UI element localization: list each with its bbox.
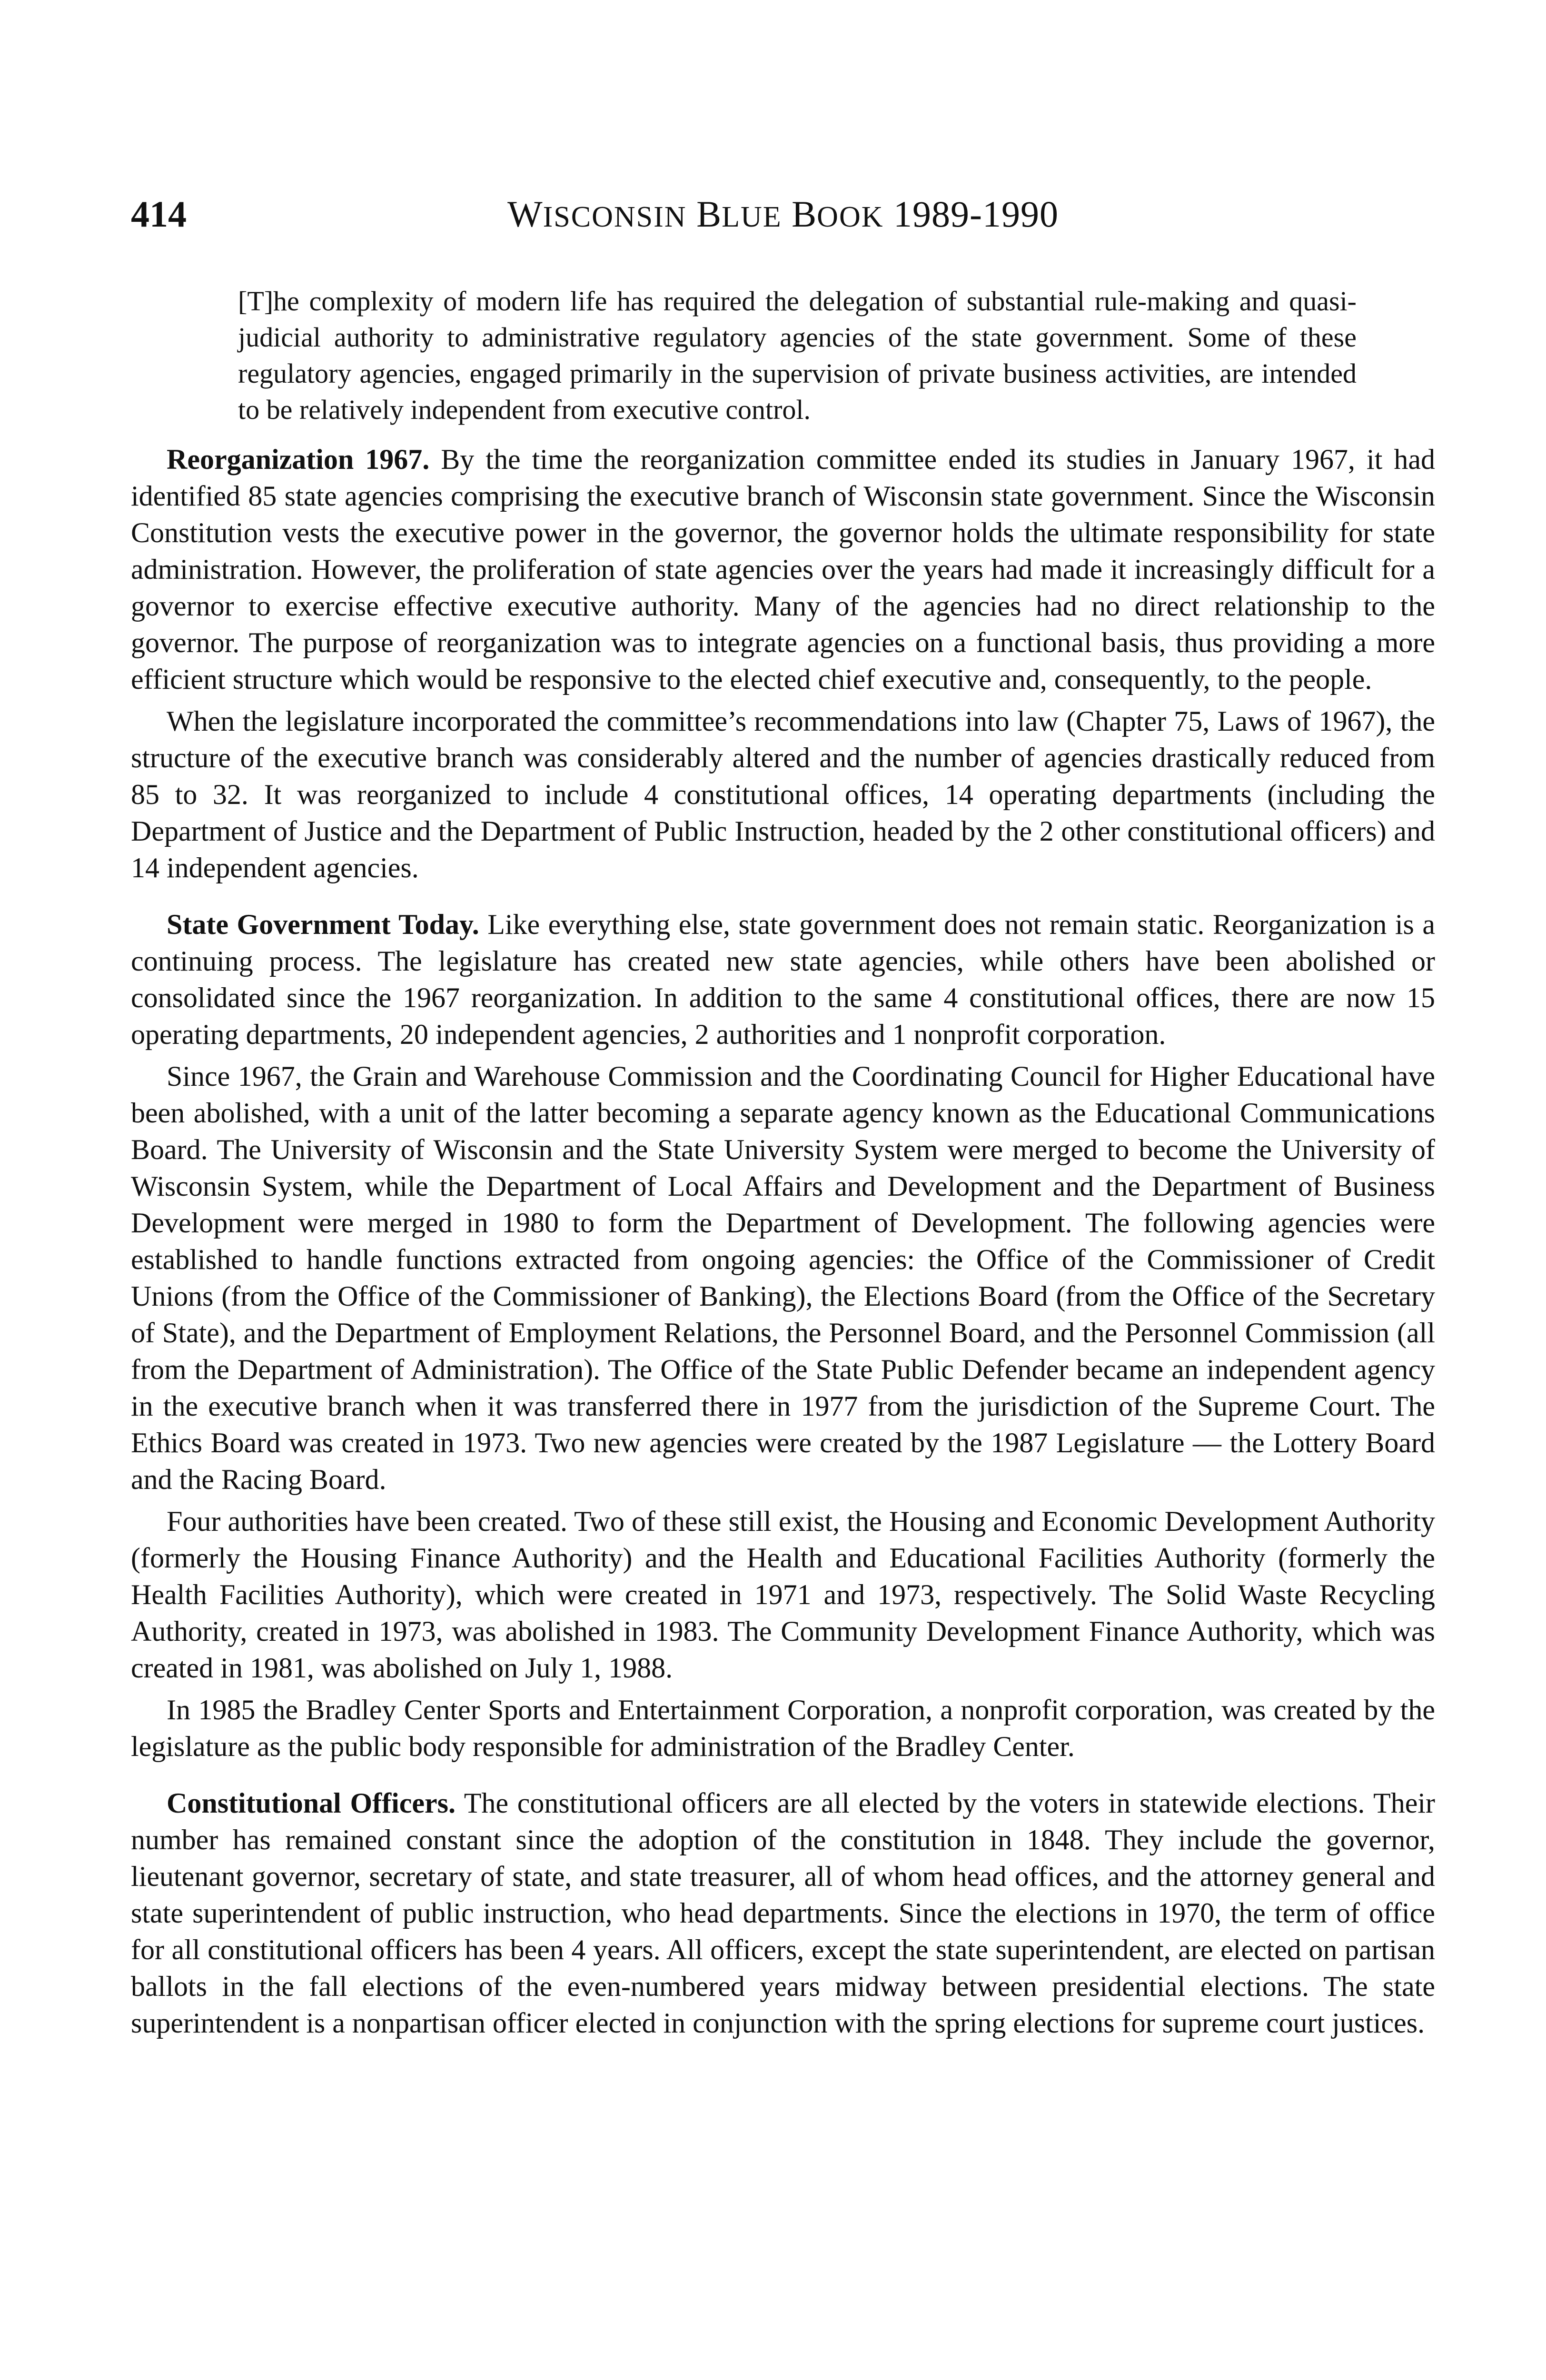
heading-state-government-today: State Government Today.: [167, 909, 479, 940]
block-quote: [T]he complexity of modern life has required the delegation of substantial rule-making and quasi-judicial authority to administrative regulatory agencies of the state government. Some of these regulatory agencies, engaged primarily in the supervision of private business activities, are intended to be relatively independent from executive control.: [238, 286, 1357, 425]
paragraph-text: By the time the reorganization committee ended its studies in January 1967, it had identified 85 state agencies comprising the executive branch of Wisconsin state government. Since the Wisconsin Constitution vests the executive power in the governor, the governor holds the ultimate responsibility for state administration. However, the proliferation of state agencies over the years had made it increasingly difficult for a governor to exercise effective executive authority. Many of the agencies had no direct relationship to the governor. The purpose of reorganization was to integrate agencies on a functional basis, thus providing a more efficient structure which would be responsive to the elected chief executive and, consequently, to the people.: [131, 444, 1435, 695]
paragraph-legislature-chapter-75: When the legislature incorporated the committee’s recommendations into law (Chapter 75, Laws of 1967), the structure of the executive branch was considerably altered and the number of agencies drastically reduced from 85 to 32. It was reorganized to include 4 constitutional offices, 14 operating departments (including the Department of Justice and the Department of Public Instruction, headed by the 2 other constitutional officers) and 14 independent agencies.: [131, 705, 1435, 883]
paragraph-authorities: Four authorities have been created. Two of these still exist, the Housing and Economic Development Authority (formerly the Housing Finance Authority) and the Health and Educational Facilities Authority (formerly the Health Facilities Authority), which were created in 1971 and 1973, respectively. The Solid Waste Recycling Authority, created in 1973, was abolished in 1983. The Community Development Finance Authority, which was created in 1981, was abolished on July 1, 1988.: [131, 1506, 1435, 1684]
paragraph-constitutional-officers: [131, 1785, 1435, 2042]
heading-reorganization-1967: Reorganization 1967.: [167, 444, 430, 475]
title-initial-b: B: [696, 193, 722, 235]
title-initial-w: W: [507, 193, 543, 235]
paragraph-state-government-today: [131, 906, 1435, 1053]
page-body: [131, 283, 1435, 2047]
paragraph-reorganization-1967: [131, 441, 1435, 698]
running-title: [131, 193, 1435, 238]
paragraph-text: Like everything else, state government does not remain static. Reorganization is a continuing process. The legislature has created new state agencies, while others have been abolished or consolidated since the 1967 reorganization. In addition to the same 4 constitutional offices, there are now 15 operating departments, 20 independent agencies, 2 authorities and 1 nonprofit corporation.: [131, 909, 1435, 1050]
title-initial-b2: B: [792, 193, 817, 235]
title-word-book: OOK: [817, 201, 884, 233]
title-word-blue: LUE: [722, 201, 782, 233]
heading-constitutional-officers: Constitutional Officers.: [167, 1787, 456, 1819]
page-number: 414: [131, 193, 187, 235]
title-years: 1989-1990: [893, 193, 1059, 235]
paragraph-since-1967: Since 1967, the Grain and Warehouse Commission and the Coordinating Council for Higher Educational have been abolished, with a unit of the latter becoming a separate agency known as the Educational Communications Board. The University of Wisconsin and the State University System were merged to become the University of Wisconsin System, while the Department of Local Affairs and Development and the Department of Business Development were merged in 1980 to form the Department of Development. The following agencies were established to handle functions extracted from ongoing agencies: the Office of the Commissioner of Credit Unions (from the Office of the Commissioner of Banking), the Elections Board (from the Office of the Secretary of State), and the Department of Employment Relations, the Personnel Board, and the Personnel Commission (all from the Department of Administration). The Office of the State Public Defender became an independent agency in the executive branch when it was transferred there in 1977 from the jurisdiction of the Supreme Court. The Ethics Board was created in 1973. Two new agencies were created by the 1987 Legislature — the Lottery Board and the Racing Board.: [131, 1061, 1435, 1495]
paragraph-bradley-center: In 1985 the Bradley Center Sports and Entertainment Corporation, a nonprofit corporation, was created by the legislature as the public body responsible for administration of the Bradley Center.: [131, 1694, 1435, 1762]
paragraph-text: The constitutional officers are all elected by the voters in statewide elections. Their number has remained constant since the adoption of the constitution in 1848. They include the governor, lieutenant governor, secretary of state, and state treasurer, all of whom head offices, and the attorney general and state superintendent of public instruction, who head departments. Since the elections in 1970, the term of office for all constitutional officers has been 4 years. All officers, except the state superintendent, are elected on partisan ballots in the fall elections of the even-numbered years midway between presidential elections. The state superintendent is a nonpartisan officer elected in conjunction with the spring elections for supreme court justices.: [131, 1787, 1436, 2039]
title-word-wisconsin: ISCONSIN: [543, 201, 687, 233]
running-header: [131, 193, 1435, 236]
